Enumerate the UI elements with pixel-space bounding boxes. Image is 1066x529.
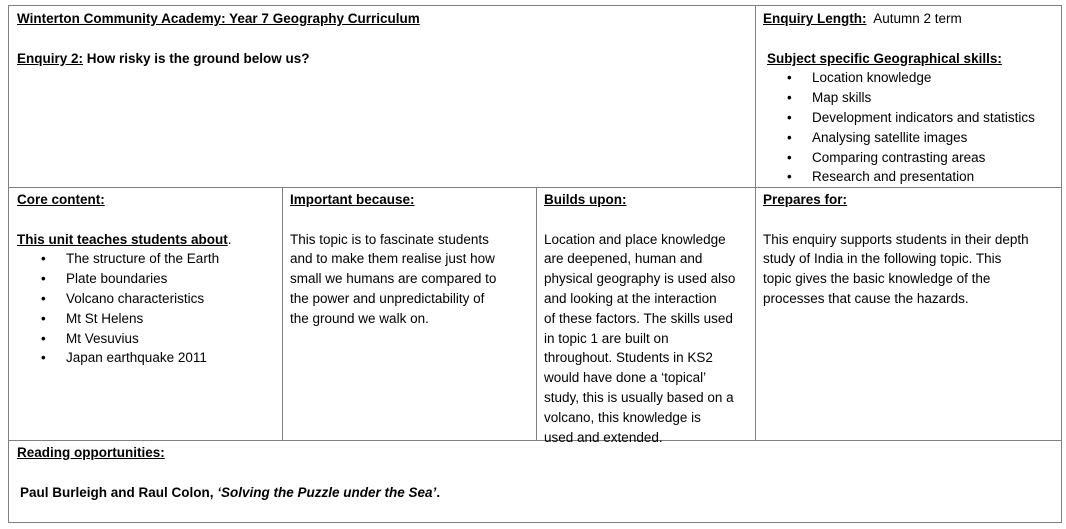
reading-opportunities-cell xyxy=(9,440,1063,524)
bullet-icon: • xyxy=(787,90,792,106)
enquiry-length-line xyxy=(763,9,1055,29)
reading-book-line: Paul Burleigh and Raul Colon, ‘Solving the Puzzle under the Sea’. xyxy=(20,484,441,500)
text-line: in topic 1 are built on xyxy=(544,330,669,346)
text-line: physical geography is used also xyxy=(544,271,736,287)
length-skills-cell xyxy=(755,6,1063,187)
core-intro: This unit teaches students about xyxy=(17,231,228,247)
list-item: • Research and presentation xyxy=(787,167,1055,187)
text-line: the ground we walk on. xyxy=(290,310,429,326)
bullet-icon: • xyxy=(787,109,792,125)
list-item: • Plate boundaries xyxy=(41,269,274,289)
bullet-icon: • xyxy=(787,70,792,86)
bullet-icon: • xyxy=(787,169,792,185)
list-item: • Mt Vesuvius xyxy=(41,329,274,349)
reading-opportunities-heading: Reading opportunities: xyxy=(17,445,165,460)
list-item: • Location knowledge xyxy=(787,68,1055,88)
list-item: • Comparing contrasting areas xyxy=(787,148,1055,168)
text-line: and looking at the interaction xyxy=(544,290,717,306)
bullet-icon: • xyxy=(41,271,46,287)
bullet-icon: • xyxy=(41,251,46,267)
bullet-icon: • xyxy=(41,310,46,326)
book-authors: Paul Burleigh and Raul Colon, xyxy=(20,484,214,500)
core-content-list xyxy=(17,249,274,368)
important-because-cell xyxy=(282,187,536,440)
text-line: topic gives the basic knowledge of the xyxy=(763,271,991,287)
text-line: of these factors. The skills used xyxy=(544,310,733,326)
text-line: throughout. Students in KS2 xyxy=(544,350,713,366)
important-because-heading: Important because: xyxy=(290,192,415,207)
curriculum-table xyxy=(8,5,1062,523)
enquiry-line xyxy=(17,49,747,69)
text-line: study, this is usually based on a xyxy=(544,389,734,405)
list-item: • Japan earthquake 2011 xyxy=(41,348,274,368)
enquiry-label: Enquiry 2: xyxy=(17,50,84,66)
list-item: • The structure of the Earth xyxy=(41,249,274,269)
text-line: would have done a ‘topical’ xyxy=(544,370,707,386)
enquiry-length-label: Enquiry Length: xyxy=(763,11,867,26)
enquiry-length-value: Autumn 2 term xyxy=(866,11,962,26)
text-line: small we humans are compared to xyxy=(290,271,497,287)
builds-upon-heading: Builds upon: xyxy=(544,192,627,207)
enquiry-question: How risky is the ground below us? xyxy=(83,50,310,66)
list-item: • Volcano characteristics xyxy=(41,289,274,309)
bullet-icon: • xyxy=(41,330,46,346)
header-cell xyxy=(9,6,755,187)
skills-title: Subject specific Geographical skills: xyxy=(767,50,1002,66)
text-line: and to make them realise just how xyxy=(290,251,495,267)
curriculum-title: Winterton Community Academy: Year 7 Geography Curriculum xyxy=(17,11,420,26)
prepares-for-heading: Prepares for: xyxy=(763,192,848,207)
prepares-for-cell xyxy=(755,187,1063,440)
list-item: • Mt St Helens xyxy=(41,309,274,329)
builds-upon-cell xyxy=(536,187,755,445)
bullet-icon: • xyxy=(787,129,792,145)
text-line: the power and unpredictability of xyxy=(290,290,485,306)
list-item: • Development indicators and statistics xyxy=(787,108,1055,128)
text-line: volcano, this knowledge is xyxy=(544,409,701,425)
text-line: are deepened, human and xyxy=(544,251,703,267)
bullet-icon: • xyxy=(787,149,792,165)
skills-list xyxy=(763,68,1055,187)
core-content-heading: Core content: xyxy=(17,192,105,207)
text-line: used and extended. xyxy=(544,429,663,445)
core-intro-line: This unit teaches students about. xyxy=(17,231,232,247)
list-item: • Map skills xyxy=(787,88,1055,108)
text-line: Location and place knowledge xyxy=(544,231,726,247)
book-title: ‘Solving the Puzzle under the Sea’ xyxy=(213,484,437,500)
text-line: study of India in the following topic. This xyxy=(763,251,1002,267)
core-content-cell xyxy=(9,187,282,440)
text-line: processes that cause the hazards. xyxy=(763,290,969,306)
list-item: • Analysing satellite images xyxy=(787,128,1055,148)
bullet-icon: • xyxy=(41,350,46,366)
text-line: This topic is to fascinate students xyxy=(290,231,489,247)
bullet-icon: • xyxy=(41,290,46,306)
text-line: This enquiry supports students in their depth xyxy=(763,231,1029,247)
